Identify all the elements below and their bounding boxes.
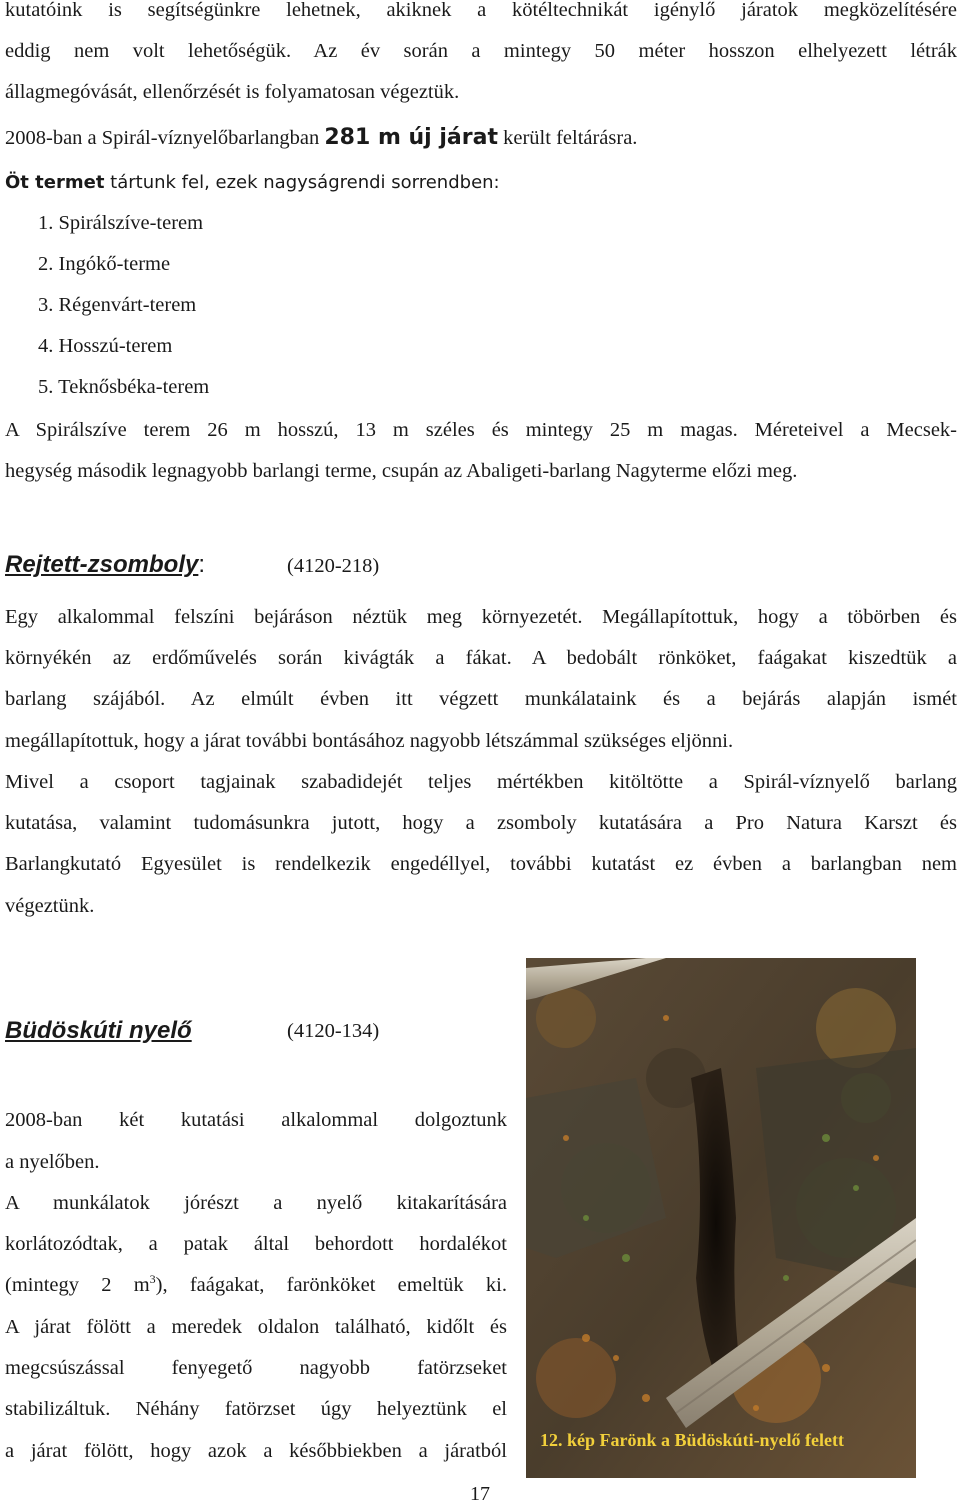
list-item: 1. Spirálszíve-terem [38,212,204,234]
halls-count: Öt termet [5,172,105,193]
section-title: Büdöskúti nyelő [5,1017,192,1044]
section-heading-budoskuti-nyelo [5,1017,192,1045]
body-text-line: a nyelőben. [5,1151,100,1173]
body-text-line: barlang szájából. Az elmúlt évben itt végzett munkálataink és a bejárás alapján ismét [5,688,957,710]
body-text-line: kutatása, valamint tudomásunkra jutott, hogy a zsomboly kutatására a Pro Natura Karszt és [5,812,957,834]
sentence-prefix: 2008-ban a Spirál-víznyelőbarlangban [5,127,325,149]
body-text-line: megcsúszással fenyegető nagyobb fatörzseket [5,1357,507,1379]
list-item: 3. Régenvárt-terem [38,294,197,316]
body-text-line: környékén az erdőművelés során kivágták a fákat. A bedobált rönköket, faágakat kiszedtük a [5,647,957,669]
body-text-line: Mivel a csoport tagjainak szabadidejét teljes mértékben kitöltötte a Spirál-víznyelő barlang [5,771,957,793]
section-title-colon: : [198,551,206,578]
page-number: 17 [470,1483,490,1505]
section-title: Rejtett-zsomboly [5,551,199,578]
body-text-line [5,1271,507,1299]
volume-exponent: 3 [149,1272,156,1287]
list-item: 2. Ingókő-terme [38,253,171,275]
body-text-line: hegység második legnagyobb barlangi terme, csupán az Abaligeti-barlang Nagyterme előzi meg. [5,460,798,482]
body-text-line: A járat fölött a meredek oldalon található, kidőlt és [5,1316,507,1338]
body-text-line: stabilizáltuk. Néhány fatörzset úgy helyeztünk el [5,1398,507,1420]
body-text-line: végeztünk. [5,895,95,917]
list-item: 4. Hosszú-terem [38,335,173,357]
sentence-suffix: került feltárásra. [498,127,638,149]
list-item: 5. Teknősbéka-terem [38,376,210,398]
body-text-line: állagmegóvását, ellenőrzését is folyamatosan végeztük. [5,81,460,103]
body-text-line: Egy alkalommal felszíni bejáráson néztük meg környezetét. Megállapítottuk, hogy a töbörben és [5,606,957,628]
cave-photo [526,958,916,1478]
body-text-line: korlátozódtak, a patak által behordott hordalékot [5,1233,507,1255]
halls-intro [5,169,957,197]
cave-photo-illustration [526,958,916,1478]
body-text-line: 2008-ban két kutatási alkalommal dolgoztunk [5,1109,507,1131]
body-text-line: megállapítottuk, hogy a járat további bontásához nagyobb létszámmal szükséges eljönni. [5,730,734,752]
cave-registry-code: (4120-134) [287,1020,380,1042]
new-passage-length: 281 m új járat [324,125,498,150]
body-text-line: A Spirálszíve terem 26 m hosszú, 13 m széles és mintegy 25 m magas. Méreteivel a Mecsek- [5,419,957,441]
photo-caption: 12. kép Farönk a Büdöskúti-nyelő felett [540,1430,845,1450]
volume-suffix: ), faágakat, farönköket emeltük ki. [155,1274,507,1296]
cave-registry-code: (4120-218) [287,555,380,577]
body-text-line: A munkálatok jórészt a nyelő kitakarítására [5,1192,507,1214]
spiral-new-passage-sentence [5,124,957,152]
body-text-line: a járat fölött, hogy azok a későbbiekben a járatból [5,1440,507,1462]
halls-intro-rest: tártunk fel, ezek nagyságrendi sorrendben: [104,172,500,193]
section-heading-rejtett-zsomboly [5,551,205,579]
volume-prefix: (mintegy 2 m [5,1274,150,1296]
body-text-line: eddig nem volt lehetőségük. Az év során a mintegy 50 méter hosszon elhelyezett létrák [5,40,957,62]
body-text-line: kutatóink is segítségünkre lehetnek, akiknek a kötéltechnikát igénylő járatok megközelítésére [5,0,957,21]
body-text-line: Barlangkutató Egyesület is rendelkezik engedéllyel, további kutatást ez évben a barlangban nem [5,853,957,875]
